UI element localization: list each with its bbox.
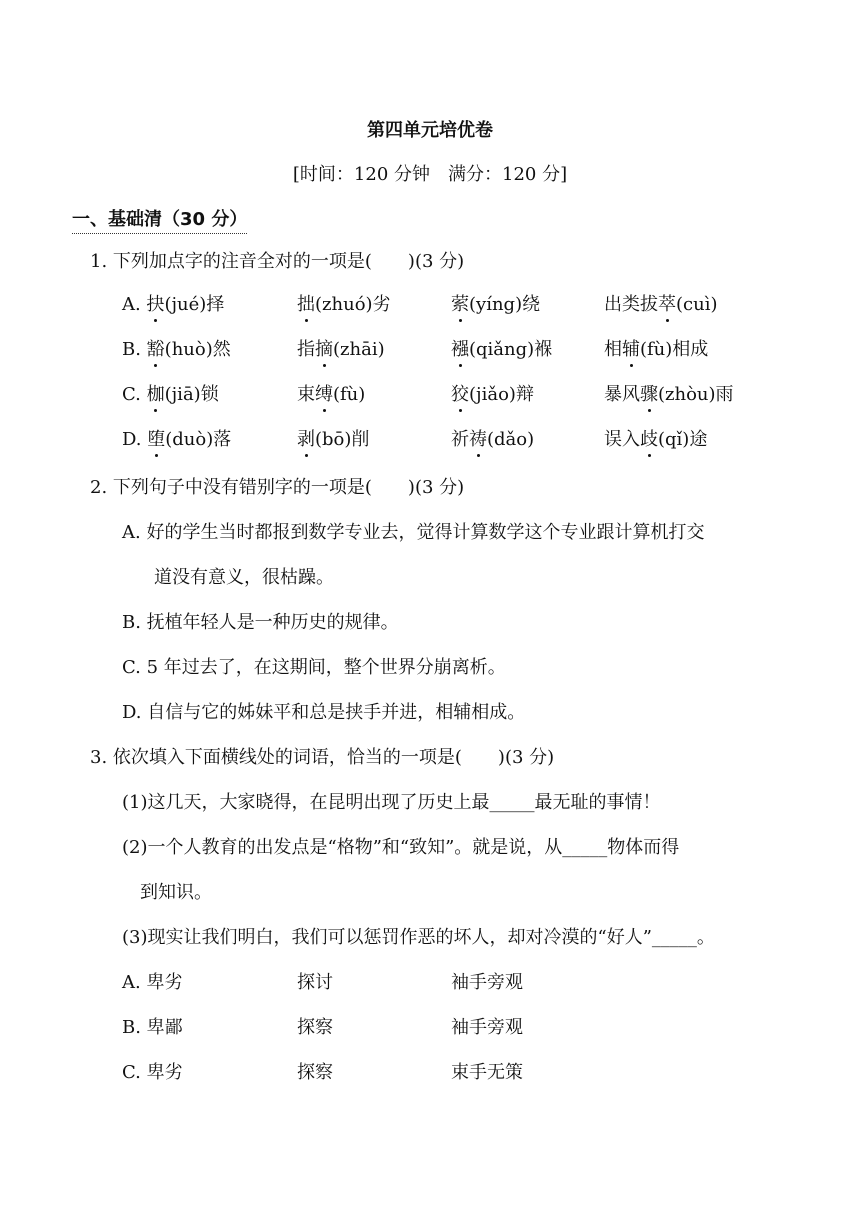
dotted-character: 萃 (658, 294, 676, 315)
question-1-option-a-item-3 (451, 293, 540, 317)
word-prefix: 误入 (604, 429, 640, 450)
pinyin-and-suffix: (fù) (333, 384, 366, 405)
question-1-option-b-item-3 (451, 338, 552, 362)
dotted-character: 辅 (622, 339, 640, 360)
question-3-sentence-3: (3)现实让我们明白，我们可以惩罚作恶的坏人，却对冷漠的“好人”_____。 (122, 927, 715, 948)
question-3-option-c: C. 卑劣 (122, 1062, 183, 1083)
question-1-option-d-item-3 (451, 428, 534, 452)
question-3-sentence-2-continued: 到知识。 (140, 882, 212, 903)
dotted-character: 拙 (297, 294, 315, 315)
dotted-character: 豁 (146, 339, 165, 360)
question-3-option-c-word-2: 探察 (297, 1062, 333, 1083)
pinyin-and-suffix: (huò)然 (164, 339, 231, 360)
pinyin-and-suffix: (bō)削 (315, 429, 370, 450)
question-1-option-c-item-4 (604, 383, 734, 407)
question-3-stem: 3. 依次填入下面横线处的词语，恰当的一项是( )(3 分) (90, 747, 555, 768)
question-1-option-a-item-2 (297, 293, 391, 317)
pinyin-and-suffix: (fù)相成 (640, 339, 709, 360)
question-3-option-a-word-3: 袖手旁观 (451, 972, 523, 993)
option-label: A. (122, 294, 147, 315)
pinyin-and-suffix: (cuì) (676, 294, 718, 315)
dotted-character: 摘 (315, 339, 333, 360)
question-1-option-c-item-2 (297, 383, 365, 407)
dotted-character: 堕 (147, 429, 166, 450)
question-1-option-b-item-4 (604, 338, 708, 362)
dotted-character: 骤 (640, 384, 658, 405)
pinyin-and-suffix: (zhòu)雨 (658, 384, 734, 405)
question-2-option-a: A. 好的学生当时都报到数学专业去，觉得计算数学这个专业跟计算机打交 (122, 522, 705, 543)
question-3-option-a: A. 卑劣 (122, 972, 183, 993)
word-prefix: 束 (297, 384, 315, 405)
question-1-option-c-item-3 (451, 383, 534, 407)
word-prefix: 指 (297, 339, 315, 360)
question-1-option-d-item-1 (122, 428, 231, 452)
question-2-stem: 2. 下列句子中没有错别字的一项是( )(3 分) (90, 477, 465, 498)
question-3-sentence-2: (2)一个人教育的出发点是“格物”和“致知”。就是说，从_____物体而得 (122, 837, 680, 858)
question-1-stem: 1. 下列加点字的注音全对的一项是( )(3 分) (90, 251, 465, 272)
pinyin-and-suffix: (yíng)绕 (469, 294, 541, 315)
question-2-option-d: D. 自信与它的姊妹平和总是挟手并进，相辅相成。 (122, 702, 526, 723)
dotted-character: 枷 (146, 384, 165, 405)
dotted-character: 襁 (451, 339, 469, 360)
pinyin-and-suffix: (zhuó)劣 (315, 294, 391, 315)
question-2-option-a-continued: 道没有意义，很枯躁。 (154, 567, 334, 588)
question-3-option-b-word-2: 探察 (297, 1017, 333, 1038)
word-prefix: 出类拔 (604, 294, 658, 315)
pinyin-and-suffix: (zhāi) (333, 339, 385, 360)
option-label: C. (122, 384, 147, 405)
question-3-option-c-word-3: 束手无策 (451, 1062, 523, 1083)
question-1-option-d-item-4 (604, 428, 707, 452)
dotted-character: 缚 (315, 384, 333, 405)
pinyin-and-suffix: (jiā)锁 (164, 384, 219, 405)
question-2-option-c: C. 5 年过去了，在这期间，整个世界分崩离析。 (122, 657, 506, 678)
question-3-option-a-word-2: 探讨 (297, 972, 333, 993)
option-label: D. (122, 429, 148, 450)
section-heading: 一、基础清（30 分） (72, 205, 247, 234)
question-3-option-b-word-3: 袖手旁观 (451, 1017, 523, 1038)
question-1-option-b-item-2 (297, 338, 385, 362)
word-prefix: 暴风 (604, 384, 640, 405)
pinyin-and-suffix: (qǐ)途 (658, 429, 708, 450)
dotted-character: 萦 (451, 294, 469, 315)
question-1-option-c-item-1 (122, 383, 219, 407)
dotted-character: 抉 (146, 294, 165, 315)
question-1-option-b-item-1 (122, 338, 231, 362)
dotted-character: 祷 (469, 429, 487, 450)
pinyin-and-suffix: (dǎo) (487, 429, 535, 450)
dotted-character: 歧 (640, 429, 658, 450)
exam-time-info: [时间：120 分钟 满分：120 分] (292, 164, 568, 185)
page-title: 第四单元培优卷 (367, 120, 493, 141)
pinyin-and-suffix: (jué)择 (164, 294, 225, 315)
dotted-character: 剥 (297, 429, 315, 450)
pinyin-and-suffix: (duò)落 (165, 429, 232, 450)
option-label: B. (122, 339, 147, 360)
question-2-option-b: B. 抚植年轻人是一种历史的规律。 (122, 612, 399, 633)
question-1-option-d-item-2 (297, 428, 369, 452)
pinyin-and-suffix: (jiǎo)辩 (469, 384, 534, 405)
word-prefix: 祈 (451, 429, 469, 450)
dotted-character: 狡 (451, 384, 469, 405)
question-3-option-b: B. 卑鄙 (122, 1017, 183, 1038)
word-prefix: 相 (604, 339, 622, 360)
question-3-sentence-1: (1)这几天，大家晓得，在昆明出现了历史上最_____最无耻的事情！ (122, 792, 661, 813)
pinyin-and-suffix: (qiǎng)褓 (469, 339, 553, 360)
question-1-option-a-item-1 (122, 293, 224, 317)
question-1-option-a-item-4 (604, 293, 717, 317)
